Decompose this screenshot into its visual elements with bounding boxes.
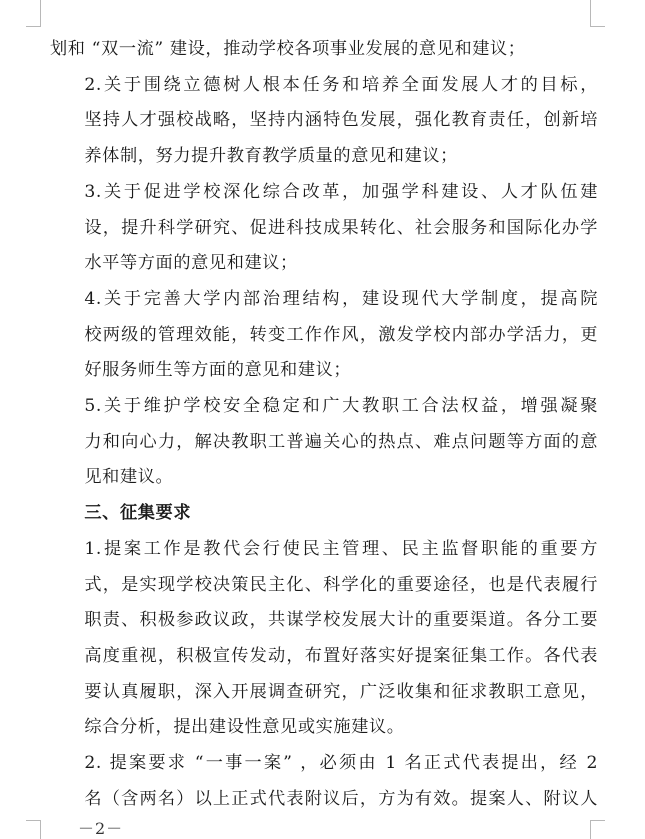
- crop-mark-top-right: [590, 0, 605, 27]
- crop-mark-top-left: [26, 0, 41, 27]
- text-line: 校两级的管理效能，转变工作作风，激发学校内部办学活力，更: [84, 324, 598, 345]
- crop-mark-bottom-left: [26, 820, 41, 839]
- text-line: 划和 “双一流” 建设，推动学校各项事业发展的意见和建议；: [50, 39, 526, 59]
- text-line: 见和建议。: [84, 467, 174, 488]
- text-line: 力和向心力，解决教职工普遍关心的热点、难点问题等方面的意: [84, 431, 598, 452]
- text-line: 式，是实现学校决策民主化、科学化的重要途径，也是代表履行: [84, 574, 598, 595]
- text-line: 水平等方面的意见和建议；: [84, 253, 298, 274]
- text-line: 2. 提案要求 “一事一案” ，必须由 1 名正式代表提出，经 2: [84, 753, 598, 774]
- text-line: 1.提案工作是教代会行使民主管理、民主监督职能的重要方: [84, 538, 598, 559]
- text-line: 4.关于完善大学内部治理结构，建设现代大学制度，提高院: [84, 288, 598, 309]
- text-line: 养体制，努力提升教育教学质量的意见和建议；: [84, 146, 458, 167]
- text-line: 高度重视，积极宣传发动，布置好落实好提案征集工作。各代表: [84, 645, 598, 666]
- text-line: 2.关于围绕立德树人根本任务和培养全面发展人才的目标，: [84, 74, 598, 95]
- body-paragraph: [50, 175, 598, 282]
- section-heading: [50, 496, 598, 532]
- text-line: 三、征集要求: [84, 503, 192, 524]
- text-line: 好服务师生等方面的意见和建议；: [84, 360, 352, 381]
- text-line: 5.关于维护学校安全稳定和广大教职工合法权益，增强凝聚: [84, 396, 598, 417]
- text-line: 名（含两名）以上正式代表附议后，方为有效。提案人、附议人: [84, 788, 598, 809]
- text-line: 设，提升科学研究、促进科技成果转化、社会服务和国际化办学: [84, 217, 598, 238]
- text-line: 要认真履职，深入开展调查研究，广泛收集和征求教职工意见，: [84, 681, 598, 702]
- body-paragraph: [50, 32, 598, 68]
- text-line: 综合分析，提出建设性意见或实施建议。: [84, 717, 405, 738]
- crop-mark-bottom-right: [590, 820, 605, 839]
- body-paragraph: [50, 746, 598, 817]
- text-line: 3.关于促进学校深化综合改革，加强学科建设、人才队伍建: [84, 181, 598, 202]
- body-paragraph: [50, 532, 598, 746]
- body-paragraph: [50, 282, 598, 389]
- text-line: 职责、积极参政议政，共谋学校发展大计的重要渠道。各分工要: [84, 610, 598, 631]
- body-paragraph: [50, 68, 598, 175]
- text-line: 坚持人才强校战略，坚持内涵特色发展，强化教育责任，创新培: [84, 110, 598, 131]
- body-paragraph: [50, 389, 598, 496]
- page-number: －2－: [78, 819, 124, 838]
- document-body: [50, 32, 598, 817]
